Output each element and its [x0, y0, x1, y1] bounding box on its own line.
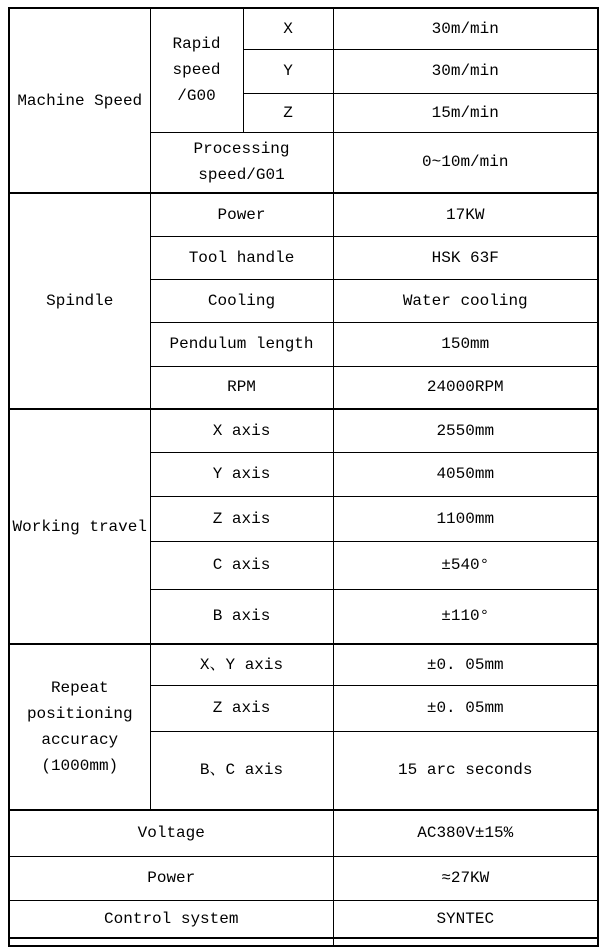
row-value-power: ≈27KW — [333, 856, 598, 900]
row-value-spindle-power: 17KW — [333, 193, 598, 236]
row-value-processing-speed: 0~10m/min — [333, 132, 598, 193]
axis-value-y: 30m/min — [333, 49, 598, 93]
row-value-travel-z: 1100mm — [333, 496, 598, 541]
axis-label-z: Z — [243, 93, 333, 132]
group-label-spindle: Spindle — [9, 193, 150, 409]
row-label-travel-c: C axis — [150, 541, 333, 589]
row-label-cooling: Cooling — [150, 279, 333, 322]
row-value-rpm: 24000RPM — [333, 366, 598, 409]
row-label-accuracy-bc: B、C axis — [150, 731, 333, 810]
row-label-travel-y: Y axis — [150, 452, 333, 496]
row-value-tool-handle: HSK 63F — [333, 236, 598, 279]
row-label-travel-b: B axis — [150, 589, 333, 644]
row-label-travel-z: Z axis — [150, 496, 333, 541]
row-label-rpm: RPM — [150, 366, 333, 409]
machine-spec-table — [8, 7, 599, 947]
row-value-voltage: AC380V±15% — [333, 810, 598, 856]
row-label-voltage: Voltage — [9, 810, 333, 856]
axis-label-y: Y — [243, 49, 333, 93]
axis-value-z: 15m/min — [333, 93, 598, 132]
row-label-control-system: Control system — [9, 900, 333, 938]
row-label-processing-speed: Processing speed/G01 — [150, 132, 333, 193]
group-label-machine-speed: Machine Speed — [9, 8, 150, 193]
axis-label-x: X — [243, 8, 333, 49]
row-label-travel-x: X axis — [150, 409, 333, 452]
row-label-pendulum-length: Pendulum length — [150, 322, 333, 366]
row-value-control-system: SYNTEC — [333, 900, 598, 938]
row-label-accuracy-xy: X、Y axis — [150, 644, 333, 685]
row-value-travel-b: ±110° — [333, 589, 598, 644]
row-value-cooling: Water cooling — [333, 279, 598, 322]
row-label-spindle-power: Power — [150, 193, 333, 236]
group-label-working-travel: Working travel — [9, 409, 150, 644]
row-label-tool-handle: Tool handle — [150, 236, 333, 279]
axis-value-x: 30m/min — [333, 8, 598, 49]
row-value-accuracy-z: ±0. 05mm — [333, 685, 598, 731]
row-label-power: Power — [9, 856, 333, 900]
subgroup-label-rapid-speed: Rapid speed /G00 — [150, 8, 243, 132]
row-value-travel-x: 2550mm — [333, 409, 598, 452]
row-value-accuracy-xy: ±0. 05mm — [333, 644, 598, 685]
row-label-accuracy-z: Z axis — [150, 685, 333, 731]
row-value-pendulum-length: 150mm — [333, 322, 598, 366]
row-value-travel-c: ±540° — [333, 541, 598, 589]
row-value-accuracy-bc: 15 arc seconds — [333, 731, 598, 810]
group-label-repeat-positioning: Repeat positioning accuracy (1000mm) — [9, 644, 150, 810]
row-value-travel-y: 4050mm — [333, 452, 598, 496]
